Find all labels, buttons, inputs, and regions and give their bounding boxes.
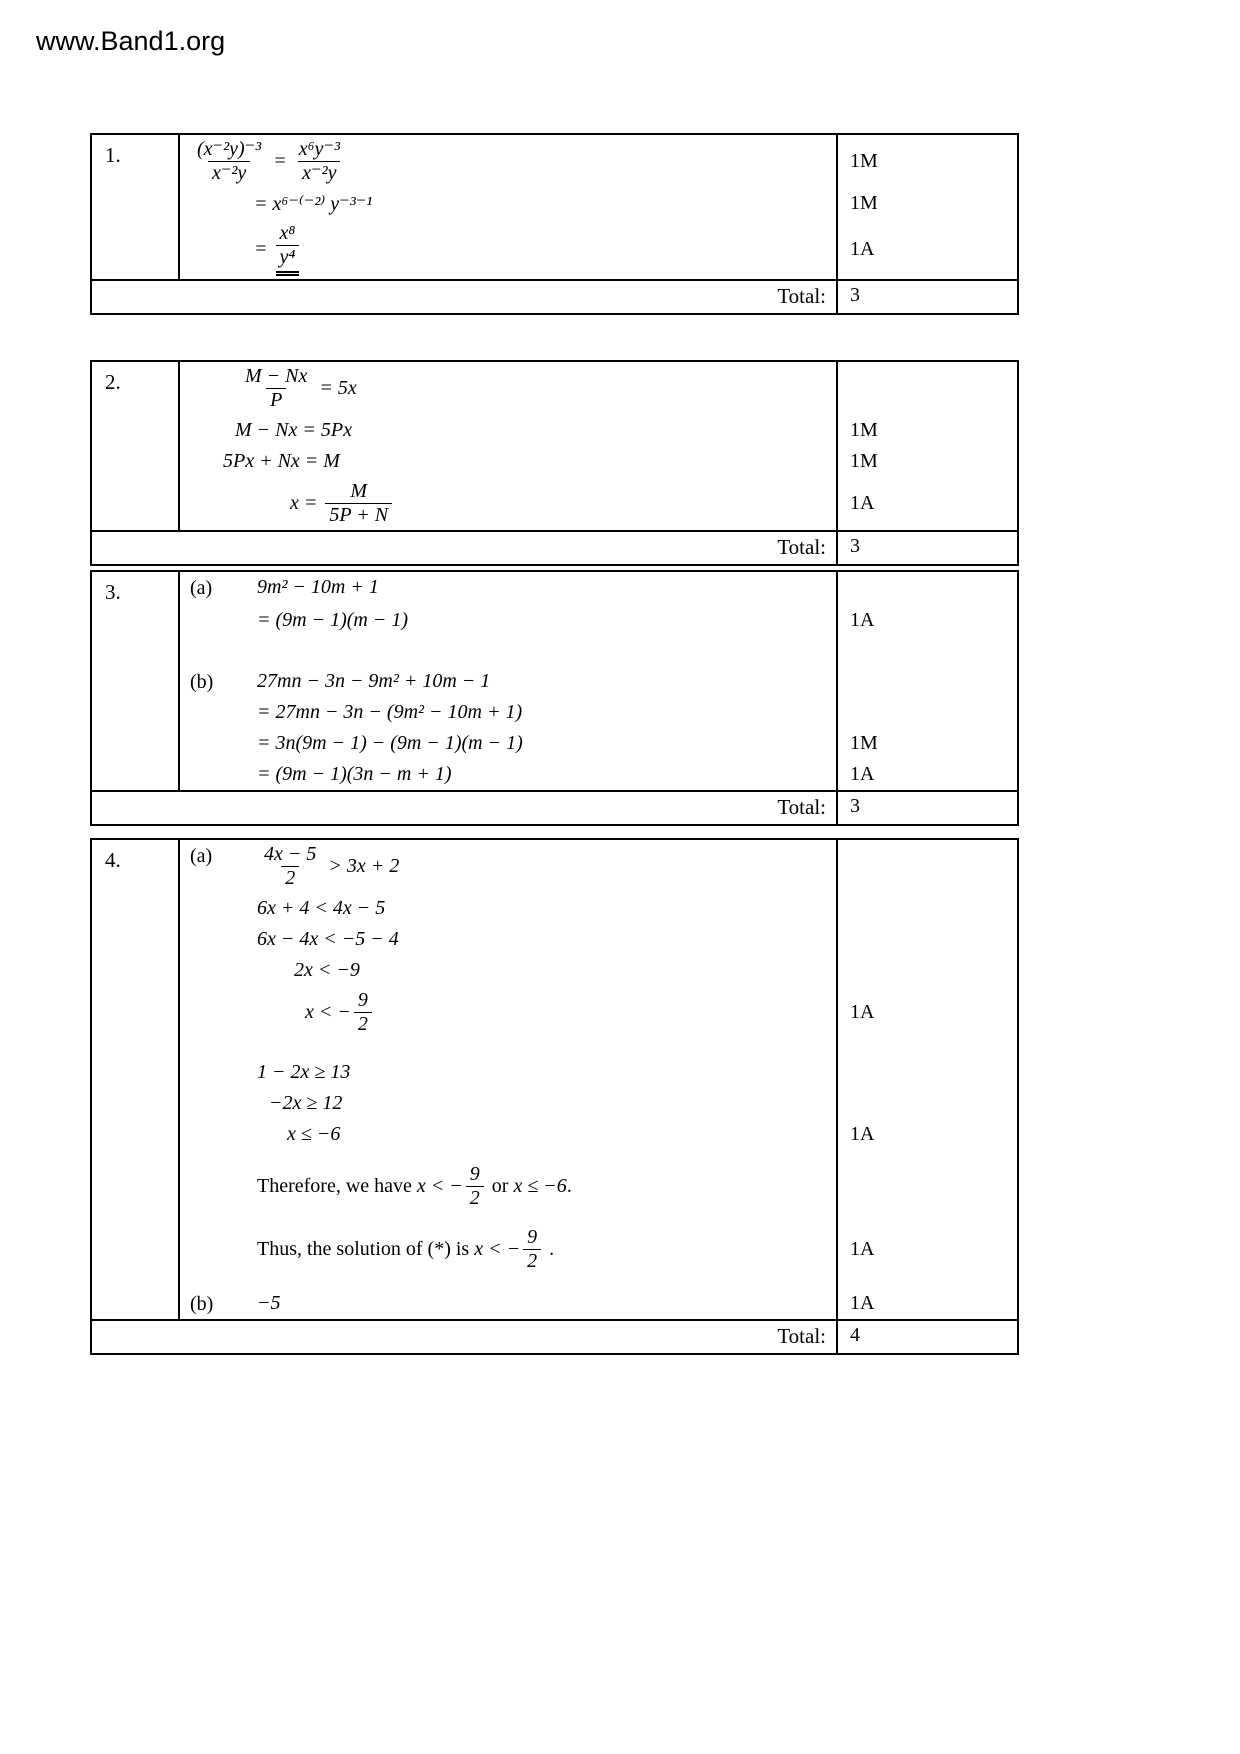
math-text: x < − [474, 1238, 521, 1260]
fraction-numerator: x⁸ [279, 222, 296, 244]
fraction-denominator: x⁻²y [298, 161, 340, 185]
part-label [190, 1090, 257, 1093]
fraction-denominator: 2 [523, 1249, 541, 1273]
solution-cell [180, 572, 836, 605]
question-block-3 [90, 570, 1019, 826]
math-expression [190, 137, 347, 186]
total-label: Total: [777, 535, 826, 559]
math-expression [269, 1092, 342, 1115]
part-label [190, 957, 257, 960]
solution-line [190, 478, 832, 529]
spacer [180, 1150, 836, 1160]
solution-line [190, 220, 832, 278]
math-expression [257, 1162, 572, 1211]
mark-cell [836, 135, 1017, 188]
question-block-2 [90, 360, 1019, 566]
question-number-cell [92, 415, 180, 446]
math-text: x ≤ −6 [513, 1175, 567, 1197]
solution-cell [180, 1088, 836, 1119]
math-text: x = [290, 492, 323, 514]
question-number: 1. [105, 143, 121, 167]
question-number: 2. [105, 370, 121, 394]
math-expression [257, 576, 379, 599]
mark-cell [836, 1223, 1017, 1276]
solution-cell [180, 605, 836, 636]
question-number-cell [92, 759, 180, 790]
math-text: 27mn − 3n − 9m² + 10m − 1 [257, 670, 491, 692]
math-expression [238, 364, 357, 413]
math-expression [287, 1123, 340, 1146]
math-expression [254, 191, 372, 216]
plain-text: . [566, 1175, 572, 1197]
fraction [295, 138, 344, 185]
part-label [190, 1121, 257, 1124]
mark-cell [836, 666, 1017, 697]
math-text: > 3x + 2 [323, 855, 400, 877]
solution-line [190, 1089, 832, 1118]
part-label [190, 1059, 257, 1062]
math-text: = x⁶⁻⁽⁻²⁾ y⁻³⁻¹ [254, 193, 373, 215]
solution-line [190, 1161, 832, 1212]
math-expression [257, 701, 522, 724]
math-expression [257, 670, 490, 693]
mark-label: 1A [850, 492, 875, 514]
question-block-4 [90, 838, 1019, 1355]
math-text: = [254, 237, 273, 260]
solution-line [190, 956, 832, 985]
math-expression [257, 1292, 281, 1315]
math-expression [294, 959, 360, 982]
fraction-numerator: 4x − 5 [264, 843, 317, 865]
spacer [92, 1276, 180, 1288]
total-label: Total: [777, 1324, 826, 1348]
math-expression [223, 450, 340, 473]
solution-cell [180, 924, 836, 955]
math-expression [257, 609, 408, 632]
math-expression [235, 419, 352, 442]
mark-label: 1A [850, 1001, 875, 1023]
math-expression [257, 928, 399, 951]
mark-cell [836, 1160, 1017, 1213]
spacer [92, 1150, 180, 1160]
math-text: M − Nx = 5Px [235, 419, 352, 441]
spacer [92, 1213, 180, 1223]
question-number-cell [92, 1057, 180, 1088]
solution-line [190, 894, 832, 923]
math-text: = [268, 150, 292, 172]
solution-line [190, 416, 832, 445]
math-expression [305, 988, 375, 1037]
spacer [836, 1276, 1017, 1288]
fraction [523, 1226, 541, 1273]
part-label: (b) [190, 1293, 214, 1315]
question-number-cell [92, 1223, 180, 1276]
plain-text: . [544, 1238, 555, 1260]
math-text: x < − [305, 1001, 351, 1023]
math-expression [257, 1225, 554, 1274]
mark-cell [836, 924, 1017, 955]
fraction [260, 843, 320, 890]
question-number-cell [92, 219, 180, 279]
spacer [180, 1039, 836, 1057]
plain-text: Therefore, we have [257, 1175, 417, 1197]
solution-cell [180, 135, 836, 188]
mark-cell [836, 893, 1017, 924]
solution-cell [180, 840, 836, 893]
mark-cell [836, 955, 1017, 986]
part-label: (a) [190, 845, 213, 867]
mark-cell [836, 605, 1017, 636]
site-watermark: www.Band1.org [36, 26, 226, 56]
question-number-cell [92, 840, 180, 893]
fraction-numerator: (x⁻²y)⁻³ [197, 138, 262, 160]
math-text: 5Px + Nx = M [223, 450, 340, 472]
math-text: x ≤ −6 [287, 1123, 341, 1145]
solution-line [190, 189, 832, 218]
total-value-cell [836, 530, 1017, 564]
question-number-cell [92, 1119, 180, 1150]
fraction-denominator: x⁻²y [208, 161, 250, 185]
solution-line [190, 925, 832, 954]
part-label [190, 926, 257, 929]
fraction [325, 480, 392, 527]
solution-line [190, 1224, 832, 1275]
math-text: = 3n(9m − 1) − (9m − 1)(m − 1) [257, 732, 523, 754]
mark-cell [836, 188, 1017, 219]
fraction-denominator: 5P + N [325, 503, 392, 527]
solution-line [190, 1058, 832, 1087]
math-text: = 5x [314, 377, 357, 399]
mark-label: 1A [850, 1292, 875, 1314]
question-number-cell [92, 666, 180, 697]
mark-cell [836, 572, 1017, 605]
spacer [180, 1276, 836, 1288]
solution-line [190, 136, 832, 187]
solution-line [190, 760, 832, 789]
mark-label: 1A [850, 1238, 875, 1260]
spacer [180, 1213, 836, 1223]
solution-line [190, 729, 832, 758]
fraction-denominator: P [266, 388, 286, 412]
spacer [836, 1150, 1017, 1160]
mark-cell [836, 446, 1017, 477]
spacer [92, 636, 180, 666]
mark-cell [836, 759, 1017, 790]
solution-cell [180, 446, 836, 477]
question-number-cell [92, 924, 180, 955]
solution-cell [180, 666, 836, 697]
solution-cell [180, 362, 836, 415]
total-value: 4 [850, 1324, 860, 1346]
fraction [193, 138, 265, 185]
solution-line [190, 841, 832, 892]
mark-cell [836, 1119, 1017, 1150]
question-number-cell [92, 728, 180, 759]
question-number-cell [92, 605, 180, 636]
solution-cell [180, 477, 836, 530]
solution-cell [180, 1223, 836, 1276]
fraction-denominator: 2 [354, 1012, 372, 1036]
question-number-cell [92, 188, 180, 219]
math-expression [290, 479, 395, 528]
math-text: = 27mn − 3n − (9m² − 10m + 1) [257, 701, 523, 723]
mark-label: 1A [850, 237, 875, 260]
question-number-cell [92, 446, 180, 477]
solution-cell [180, 986, 836, 1039]
mark-cell [836, 219, 1017, 279]
part-label: (b) [190, 671, 214, 693]
question-number-cell [92, 362, 180, 415]
plain-text: Thus, the solution of (*) is [257, 1238, 475, 1260]
question-number-cell [92, 1088, 180, 1119]
part-label [190, 607, 257, 610]
mark-label: 1M [850, 450, 878, 472]
question-number-cell [92, 477, 180, 530]
mark-cell [836, 1088, 1017, 1119]
part-label [190, 895, 257, 898]
fraction-denominator: 2 [466, 1186, 484, 1210]
total-value: 3 [850, 284, 860, 306]
solution-line [190, 1289, 832, 1318]
solution-line [190, 573, 832, 602]
math-text: −2x ≥ 12 [269, 1092, 343, 1114]
math-text: −5 [257, 1292, 281, 1314]
solution-line [190, 1120, 832, 1149]
solution-cell [180, 759, 836, 790]
mark-cell [836, 1057, 1017, 1088]
solution-cell [180, 1160, 836, 1213]
question-number-cell [92, 955, 180, 986]
question-number-cell [92, 893, 180, 924]
spacer [836, 1039, 1017, 1057]
spacer [836, 1213, 1017, 1223]
part-label [190, 730, 257, 733]
mark-label: 1M [850, 150, 878, 172]
question-number-cell [92, 1288, 180, 1319]
fraction [241, 365, 311, 412]
math-text: 1 − 2x ≥ 13 [257, 1061, 351, 1083]
solution-cell [180, 1057, 836, 1088]
solution-cell [180, 1288, 836, 1319]
plain-text: or [486, 1175, 514, 1197]
question-number-cell [92, 135, 180, 188]
fraction-denominator: y⁴ [276, 245, 300, 269]
total-label-cell [92, 1319, 836, 1353]
math-text: 6x − 4x < −5 − 4 [257, 928, 399, 950]
part-label [190, 1225, 257, 1228]
question-number: 3. [105, 580, 121, 604]
solution-line [190, 667, 832, 696]
question-block-1 [90, 133, 1019, 315]
question-number-cell [92, 572, 180, 605]
math-text: 6x + 4 < 4x − 5 [257, 897, 386, 919]
total-value-cell [836, 790, 1017, 824]
math-expression [257, 732, 523, 755]
mark-cell [836, 697, 1017, 728]
mark-cell [836, 986, 1017, 1039]
total-value-cell [836, 1319, 1017, 1353]
math-text: 2x < −9 [294, 959, 360, 981]
solution-cell [180, 188, 836, 219]
math-text: = (9m − 1)(m − 1) [257, 609, 409, 631]
spacer [180, 636, 836, 666]
mark-label: 1M [850, 419, 878, 441]
spacer [92, 1039, 180, 1057]
math-expression [257, 897, 385, 920]
math-expression [254, 221, 302, 277]
total-value: 3 [850, 535, 860, 557]
math-text: x < − [416, 1175, 463, 1197]
fraction-numerator: M − Nx [245, 365, 308, 387]
mark-label: 1M [850, 192, 878, 214]
mark-cell [836, 477, 1017, 530]
solution-line [190, 987, 832, 1038]
question-number-cell [92, 1160, 180, 1213]
total-label: Total: [777, 284, 826, 308]
question-number-cell [92, 986, 180, 1039]
solution-cell [180, 893, 836, 924]
mark-cell [836, 840, 1017, 893]
total-label: Total: [777, 795, 826, 819]
part-label [190, 699, 257, 702]
mark-label: 1M [850, 732, 878, 754]
solution-cell [180, 1119, 836, 1150]
fraction-numerator: 9 [469, 1163, 480, 1185]
solution-line [190, 447, 832, 476]
part-label [190, 761, 257, 764]
solution-cell [180, 415, 836, 446]
part-label: (a) [190, 577, 213, 599]
fraction-numerator: 9 [527, 1226, 538, 1248]
total-value: 3 [850, 795, 860, 817]
math-text: 9m² − 10m + 1 [257, 576, 379, 598]
solution-cell [180, 955, 836, 986]
mark-label: 1A [850, 763, 875, 785]
math-text: = (9m − 1)(3n − m + 1) [257, 763, 452, 785]
solution-cell [180, 728, 836, 759]
solution-cell [180, 219, 836, 279]
mark-label: 1A [850, 609, 875, 631]
solution-line [190, 363, 832, 414]
question-number: 4. [105, 848, 121, 872]
fraction [466, 1163, 484, 1210]
math-expression [257, 842, 399, 891]
mark-cell [836, 728, 1017, 759]
mark-cell [836, 1288, 1017, 1319]
mark-cell [836, 415, 1017, 446]
total-label-cell [92, 530, 836, 564]
part-label [190, 1162, 257, 1165]
fraction [276, 222, 300, 276]
mark-cell [836, 362, 1017, 415]
total-label-cell [92, 279, 836, 313]
solution-cell [180, 697, 836, 728]
fraction-numerator: 9 [357, 989, 368, 1011]
fraction-numerator: M [350, 480, 368, 502]
fraction-denominator: 2 [281, 866, 299, 890]
total-value-cell [836, 279, 1017, 313]
solution-line [190, 606, 832, 635]
part-label [190, 988, 257, 991]
question-number-cell [92, 697, 180, 728]
fraction-numerator: x⁶y⁻³ [298, 138, 340, 160]
total-label-cell [92, 790, 836, 824]
spacer [836, 636, 1017, 666]
solution-line [190, 698, 832, 727]
math-expression [257, 1061, 350, 1084]
fraction [354, 989, 372, 1036]
mark-label: 1A [850, 1123, 875, 1145]
math-expression [257, 763, 452, 786]
